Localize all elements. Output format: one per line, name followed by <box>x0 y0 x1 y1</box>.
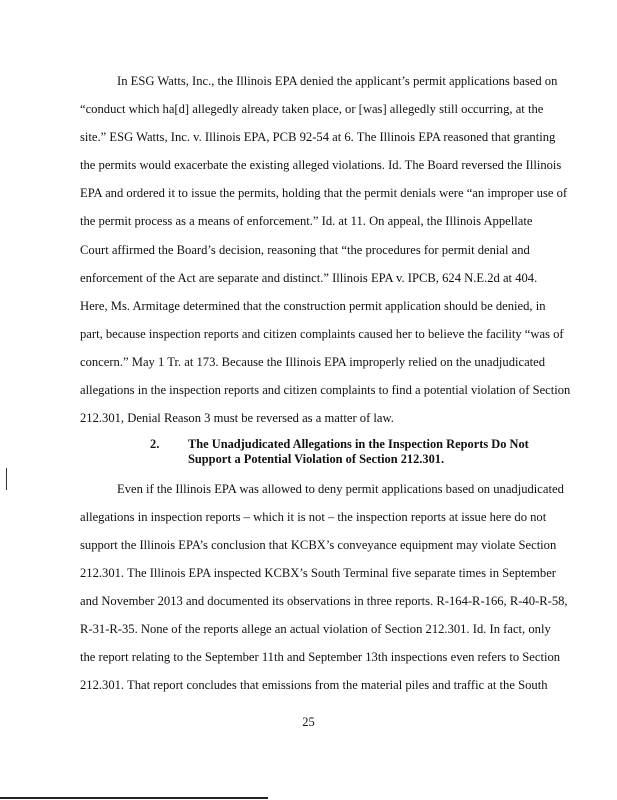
paragraph-line: concern.” May 1 Tr. at 173. Because the Illinois EPA improperly relied on the unadjudicated <box>80 355 546 369</box>
bottom-rule <box>0 797 268 799</box>
paragraph-line: support the Illinois EPA’s conclusion that KCBX’s conveyance equipment may violate Section <box>80 538 557 552</box>
paragraph-line: enforcement of the Act are separate and distinct.” Illinois EPA v. IPCB, 624 N.E.2d at 404. <box>80 271 538 285</box>
paragraph-line: EPA and ordered it to issue the permits, holding that the permit denials were “an improper use of <box>80 186 568 200</box>
paragraph-line: Court affirmed the Board’s decision, reasoning that “the procedures for permit denial and <box>80 243 530 257</box>
paragraph-line: R-31-R-35. None of the reports allege an actual violation of Section 212.301. Id. In fact, only <box>80 622 551 636</box>
paragraph-line: 212.301, Denial Reason 3 must be reversed as a matter of law. <box>80 411 394 425</box>
paragraph-line: “conduct which ha[d] allegedly already taken place, or [was] allegedly still occurring, at the <box>80 102 544 116</box>
paragraph-line: Here, Ms. Armitage determined that the construction permit application should be denied, in <box>80 299 546 313</box>
paragraph-line: the permits would exacerbate the existing alleged violations. Id. The Board reversed the Illinois <box>80 158 562 172</box>
paragraph-line: and November 2013 and documented its observations in three reports. R-164-R-166, R-40-R-58, <box>80 594 568 608</box>
paragraph-line: Even if the Illinois EPA was allowed to deny permit applications based on unadjudicated <box>117 482 564 496</box>
paragraph-line: allegations in inspection reports – which it is not – the inspection reports at issue here do not <box>80 510 547 524</box>
section-heading-line: Support a Potential Violation of Section 212.301. <box>188 452 445 466</box>
section-number: 2. <box>150 437 160 451</box>
paragraph-line: part, because inspection reports and citizen complaints caused her to believe the facility “was of <box>80 327 564 341</box>
page-number: 25 <box>302 715 315 729</box>
paragraph-line: allegations in the inspection reports and citizen complaints to find a potential violation of Section <box>80 383 571 397</box>
paragraph-line: site.” ESG Watts, Inc. v. Illinois EPA, PCB 92-54 at 6. The Illinois EPA reasoned that granting <box>80 130 556 144</box>
paragraph-line: the report relating to the September 11th and September 13th inspections even refers to Section <box>80 650 561 664</box>
paragraph-line: 212.301. That report concludes that emissions from the material piles and traffic at the South <box>80 678 548 692</box>
paragraph-line: 212.301. The Illinois EPA inspected KCBX’s South Terminal five separate times in September <box>80 566 556 580</box>
section-heading-line: The Unadjudicated Allegations in the Inspection Reports Do Not <box>188 437 529 451</box>
margin-mark <box>6 468 7 490</box>
paragraph-line: In ESG Watts, Inc., the Illinois EPA denied the applicant’s permit applications based on <box>117 74 558 88</box>
paragraph-line: the permit process as a means of enforcement.” Id. at 11. On appeal, the Illinois Appellate <box>80 214 533 228</box>
